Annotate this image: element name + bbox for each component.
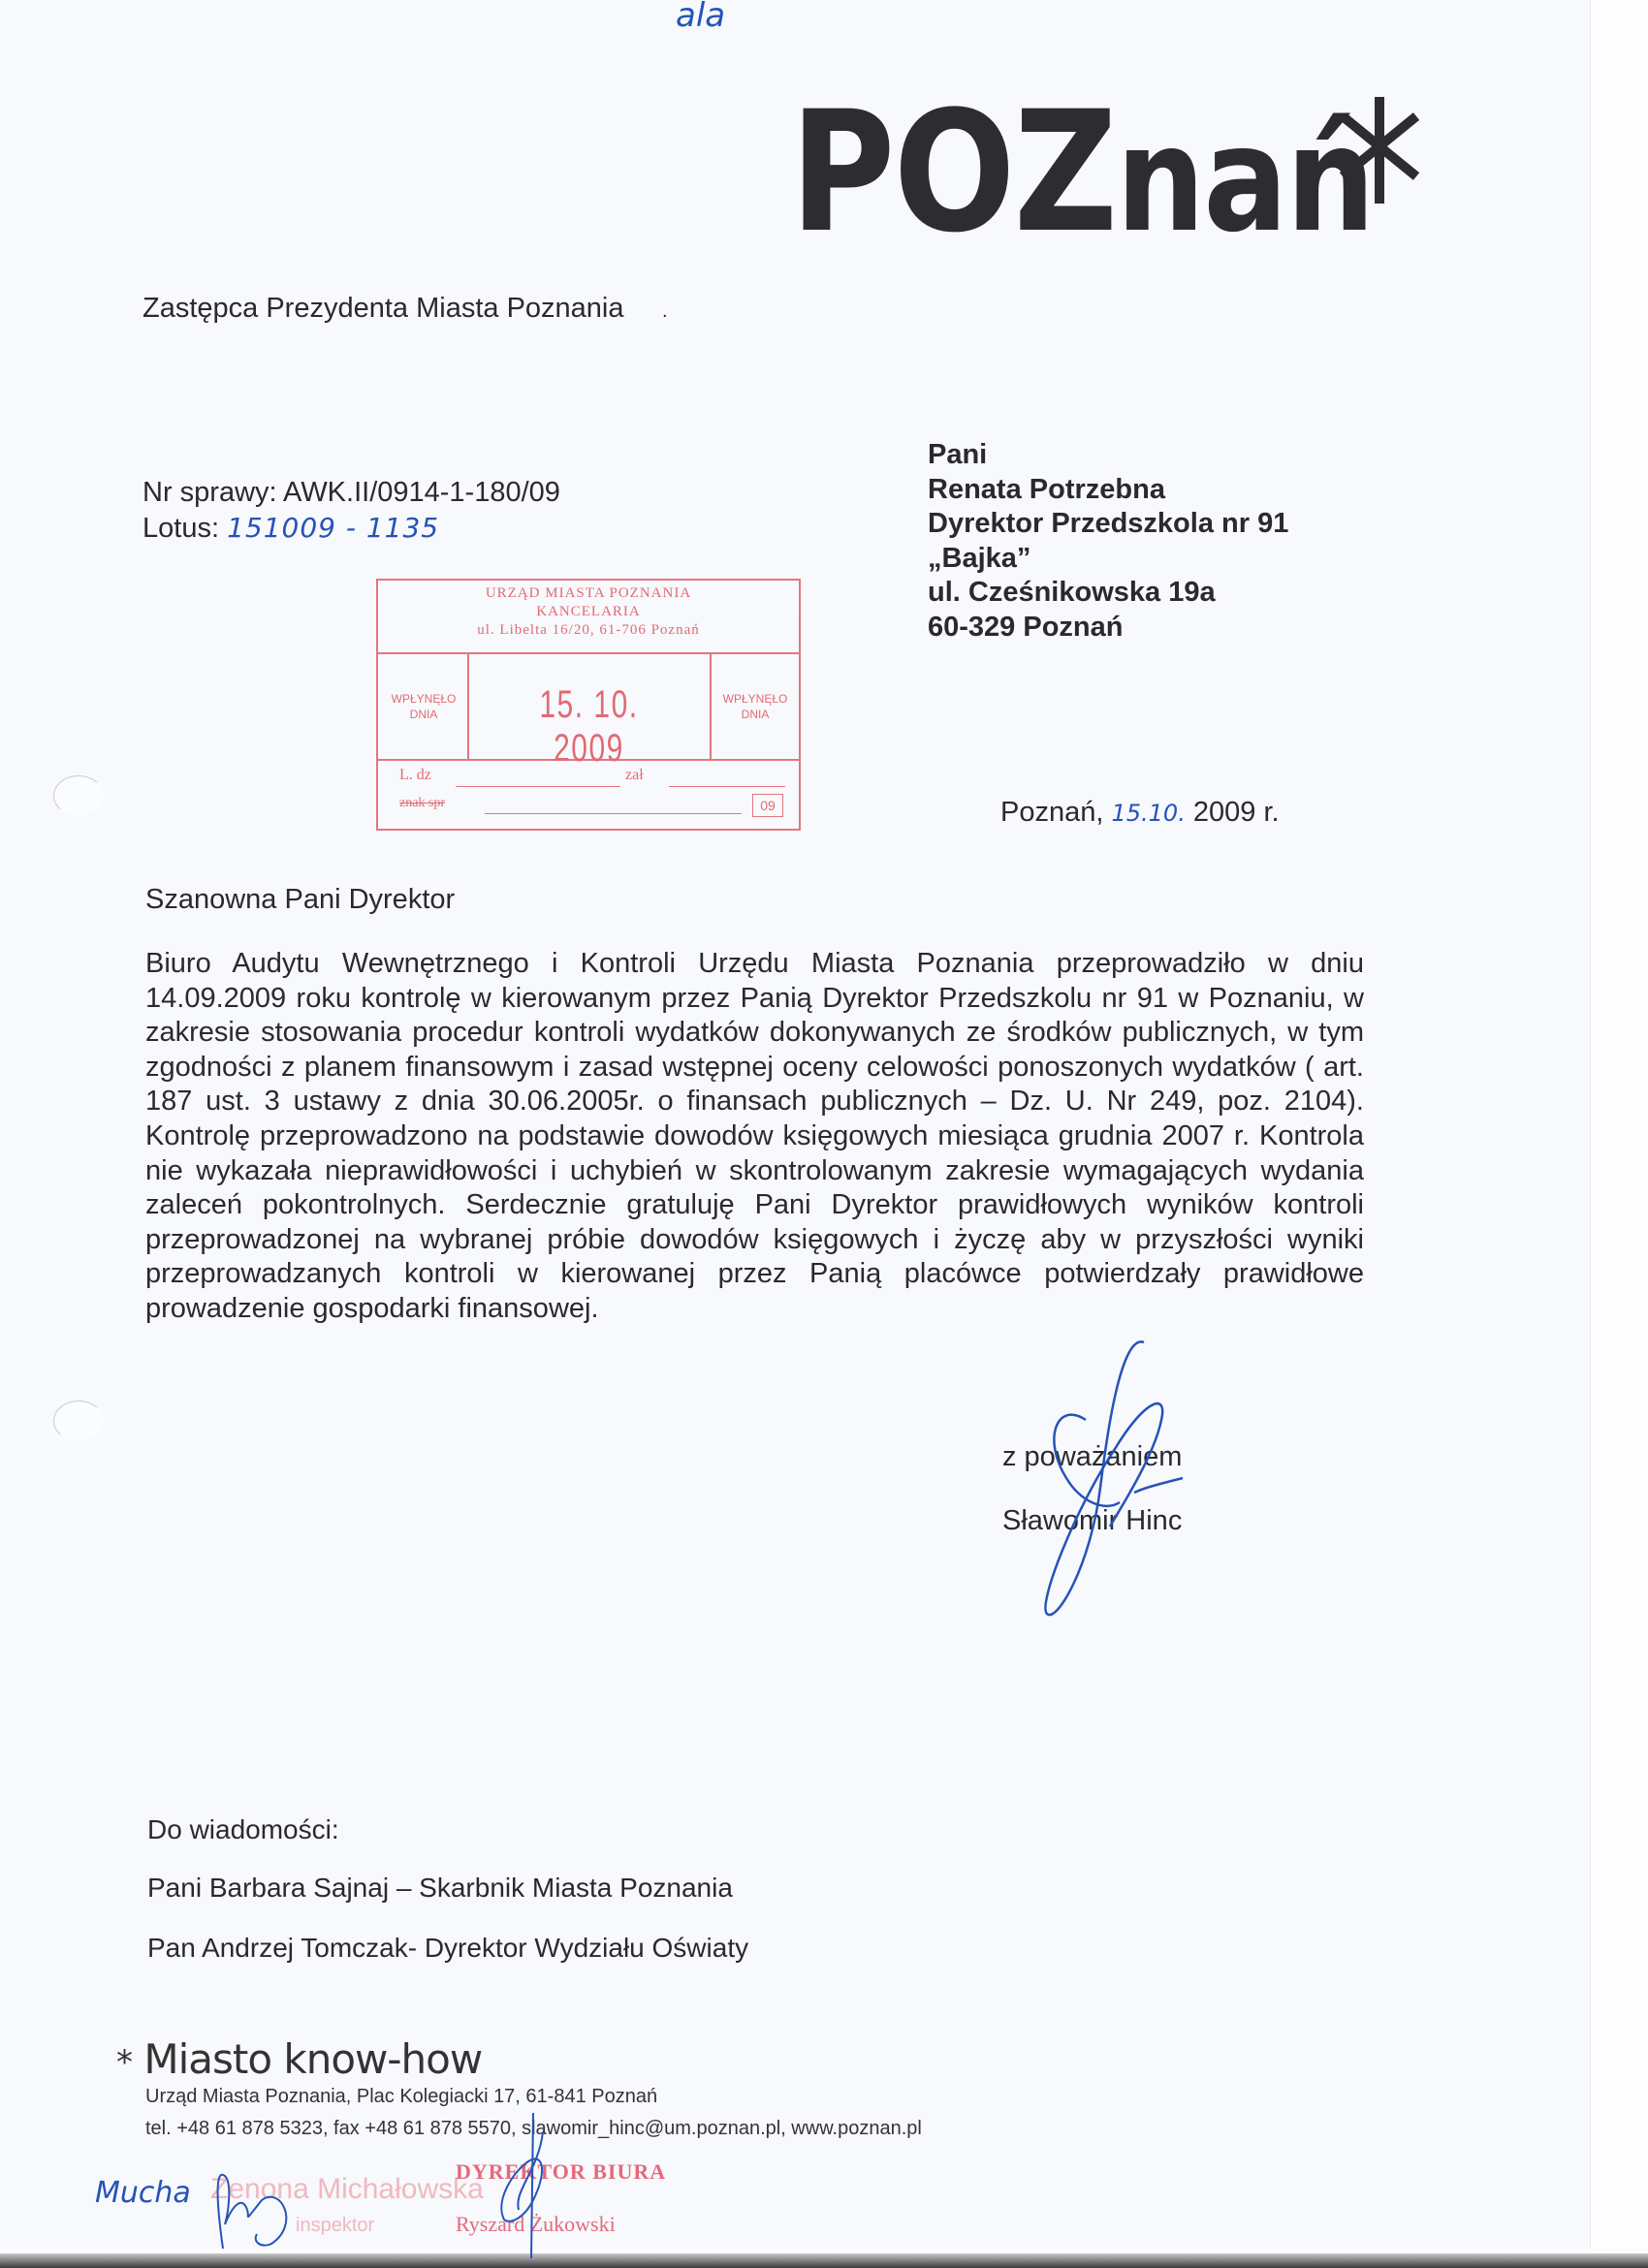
closing-regards: z poważaniem xyxy=(1002,1441,1183,1472)
cc-item: Pani Barbara Sajnaj – Skarbnik Miasta Poznania xyxy=(147,1873,733,1903)
stamp-field-line xyxy=(456,786,620,787)
logo-upper: POZ xyxy=(790,75,1117,269)
tagline-text: Miasto know-how xyxy=(143,2035,483,2083)
case-number xyxy=(143,477,560,509)
director-name-stamp: Ryszard Żukowski xyxy=(456,2212,616,2236)
sender-title: Zastępca Prezydenta Miasta Poznania xyxy=(143,293,624,324)
handwritten-date: 15.10. xyxy=(1111,800,1186,827)
signature-inspector xyxy=(204,2157,320,2253)
stamp-ldz-label: L. dz xyxy=(399,767,431,783)
intake-stamp xyxy=(376,579,801,831)
lotus-handwritten-value: 151009 - 1135 xyxy=(227,512,440,544)
lotus-line xyxy=(143,512,439,545)
top-handwritten-note: ala xyxy=(676,0,726,35)
case-value: AWK.II/0914-1-180/09 xyxy=(283,477,560,508)
punch-hole xyxy=(53,775,104,816)
inspector-title-stamp: inspektor xyxy=(296,2215,375,2236)
asterisk-icon xyxy=(1340,97,1419,204)
stamp-label-text: WPŁYNĘŁO xyxy=(391,692,457,706)
stamp-zal-label: zał xyxy=(625,767,644,783)
footer-tagline xyxy=(116,2035,482,2083)
stamp-department: KANCELARIA xyxy=(536,604,641,619)
stamp-left-label xyxy=(380,691,467,722)
recipient-line: Dyrektor Przedszkola nr 91 xyxy=(928,508,1289,539)
recipient-line: ul. Cześnikowska 19a xyxy=(928,577,1216,608)
stamp-address: ul. Libelta 16/20, 61-706 Poznań xyxy=(477,622,700,638)
handwritten-initials: Mucha xyxy=(95,2176,191,2210)
place-date xyxy=(1000,797,1280,829)
scan-bottom-edge xyxy=(0,2253,1648,2268)
salutation: Szanowna Pani Dyrektor xyxy=(145,884,456,915)
cc-label: Do wiadomości: xyxy=(147,1814,339,1844)
stamp-header xyxy=(378,581,799,654)
recipient-line: „Bajka” xyxy=(928,542,1031,574)
stamp-label-text: DNIA xyxy=(409,708,438,721)
director-title-stamp: DYREKTOR BIURA xyxy=(456,2159,667,2184)
cc-item: Pan Andrzej Tomczak- Dyrektor Wydziału Oświaty xyxy=(147,1933,749,1963)
stamp-right-label xyxy=(712,691,799,722)
year: 2009 r. xyxy=(1192,797,1280,828)
stamp-office: URZĄD MIASTA POZNANIA xyxy=(485,585,692,601)
recipient-address xyxy=(928,438,1288,645)
recipient-line: Pani xyxy=(928,439,988,470)
stamp-znak-label: znak spr xyxy=(399,796,446,810)
stamp-divider xyxy=(467,654,469,759)
stamp-label-text: DNIA xyxy=(741,708,770,721)
logo-lower: nań xyxy=(1116,96,1374,265)
recipient-line: 60-329 Poznań xyxy=(928,611,1124,643)
place: Poznań, xyxy=(1000,797,1104,828)
stamp-field-line xyxy=(485,813,742,814)
punch-hole xyxy=(53,1401,104,1441)
signature-hinc xyxy=(998,1333,1212,1623)
asterisk-icon: * xyxy=(116,2043,132,2082)
stamp-date: 15. 10. 2009 xyxy=(539,683,639,770)
footer-contact: tel. +48 61 878 5323, fax +48 61 878 5570, slawomir_hinc@um.poznan.pl, www.poznan.pl xyxy=(145,2118,922,2139)
inspector-name-stamp: Zenona Michałowska xyxy=(210,2173,484,2205)
footer-address: Urząd Miasta Poznania, Plac Kolegiacki 17, 61-841 Poznań xyxy=(145,2086,658,2107)
case-label: Nr sprawy: xyxy=(143,477,277,508)
stamp-label-text: WPŁYNĘŁO xyxy=(722,692,788,706)
poznan-logo xyxy=(790,75,1374,269)
lotus-label: Lotus: xyxy=(143,513,219,544)
signer-name: Sławomir Hinc xyxy=(1002,1505,1183,1536)
recipient-line: Renata Potrzebna xyxy=(928,473,1165,505)
stamp-date-row xyxy=(378,654,799,770)
stray-dot: . xyxy=(662,300,668,322)
signature-director xyxy=(475,2113,572,2258)
letter-body: Biuro Audytu Wewnętrznego i Kontroli Urzędu Miasta Poznania przeprowadziło w dniu 14.09.2009 roku kontrolę w kierowanym przez Panią Dyrektor Przedszkolu nr 91 w Poznaniu, w zakresie stosowania procedur kontroli wydatków dokonywanych ze środków publicznych, w tym zgodności z planem finansowym i zasad wstępnej oceny celowości ponoszonych wydatków ( art. 187 ust. 3 ustawy z dnia 30.06.2005r. o finansach publicznych – Dz. U. Nr 249, poz. 2104). Kontrolę przeprowadzono na podstawie dowodów księgowych miesiąca grudnia 2007 r. Kontrola nie wykazała nieprawidłowości i uchybień w skontrolowanym zakresie wymagających wydania zaleceń pokontrolnych. Serdecznie gratuluję Pani Dyrektor prawidłowych wyników kontroli przeprowadzonej na wybranej próbie dowodów księgowych i życzę aby w przyszłości wyniki przeprowadzanych kontroli w kierowanej przez Panią placówce potwierdzały prawidłowe prowadzenie gospodarki finansowej. xyxy=(145,948,1364,1324)
stamp-year-box: 09 xyxy=(752,794,783,817)
stamp-field-line xyxy=(669,786,785,787)
